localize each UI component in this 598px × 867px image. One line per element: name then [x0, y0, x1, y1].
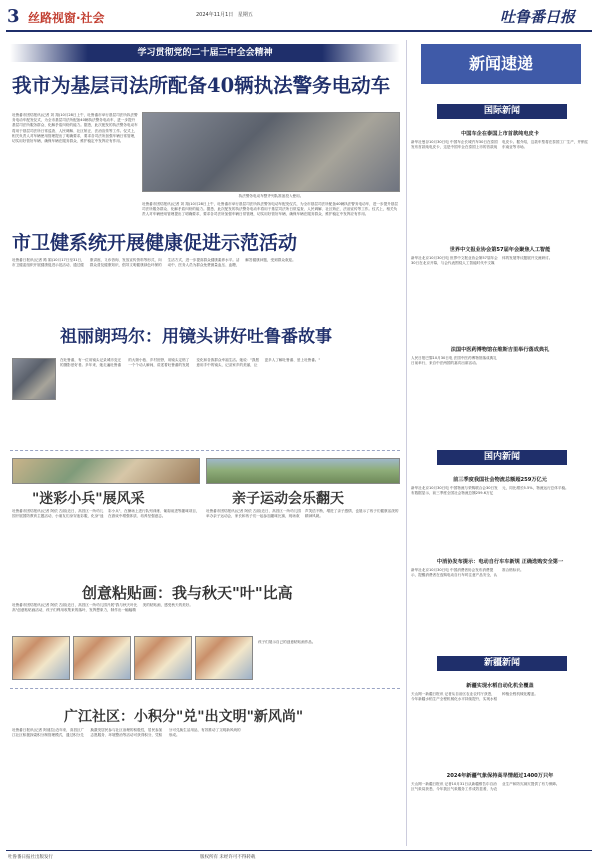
footer-rule	[6, 850, 592, 851]
masthead	[0, 0, 598, 34]
body-a1: 吐鲁番市团结报讯(记者 刘 翔)10月28日上午，吐鲁番市举行基层司法所执法警务电动车配发仪式，为全市基层司法所配备40辆执法警务电动车，进一步提升基层司法所服务群众、化解矛盾纠纷的能力。据悉，此次配发的执法警务电动车将用于基层司法所日常巡查、人民调解、社区矫正、法治宣传等工作。仪式上，相关负责人对车辆使用管理提出了明确要求，要求各司法所加强车辆日常管理，切实用好管好车辆，确保车辆在服务群众、维护稳定中发挥应有作用。	[12, 113, 138, 144]
headline-a2: 市卫健系统开展健康促进示范活动	[12, 232, 298, 254]
body-a5: 吐鲁番市团结报讯(记者 阿依 古丽)近日，高昌区一所幼儿园举办亲子运动会，家长和孩子们一起参加趣味比赛，现场欢声笑语不断，增进了亲子感情，也展示了孩子们健康活泼的精神风貌。	[206, 509, 399, 519]
body-a2: 吐鲁番日报讯(记者 路 娟)10月17日至31日，市卫健委组织开展健康促进示范活动，通过健康讲座、义诊咨询、发放宣传资料等形式，向群众普及健康知识，倡导文明健康绿色环保的生活方式，进一步提高群众健康素养水平。活动中，医务人员为群众免费测量血压、血糖，解答健康问题，受到群众欢迎。	[12, 258, 296, 268]
headline-a4: "迷彩小兵"展风采	[32, 491, 145, 507]
headline-a7: 广江社区：小积分"兑"出文明"新风尚"	[64, 709, 304, 725]
masthead-rule	[6, 30, 592, 32]
news-express-panel	[406, 40, 592, 846]
xj-item-2-title: 2024年新疆气象保持高旱情超过1400万只年	[446, 773, 554, 779]
section-xinjiang: 新疆新闻	[437, 656, 567, 671]
xj-item-1-body: 天山网一新疆日报讯 记者从自治区农业农村厅获悉，今年新疆水稻生产全程机械化水平持续提升，实现水稻种植全程机械化覆盖。	[411, 692, 538, 702]
intl-item-2-body: 新华社北京10月30日电 世界中文报业协会第57届年会30日在北京开幕，与会代表围绕人工智能时代中文媒体的发展等议题展开交流研讨。	[411, 256, 553, 266]
footer-left: 吐鲁番日报社出版发行	[8, 855, 53, 860]
paper-name-logo: 吐鲁番日报	[500, 8, 576, 26]
weekday: 星期五	[237, 12, 253, 18]
dom-item-1-body: 新华社北京10月30日电 中国物流与采购联合会30日发布数据显示，前三季度全国社会物流总额259.6万亿元，同比增长5.5%，物流运行总体平稳。	[411, 486, 569, 496]
dom-item-1-title: 前三季度我国社会物流总额超259万亿元	[453, 477, 547, 483]
headline-a3: 祖丽朗玛尔：用镜头讲好吐鲁番故事	[60, 327, 332, 347]
dom-item-2-title: 中消协发布提示：电动自行车车新规 正确选购安全第一	[436, 559, 564, 565]
photo-a1	[142, 112, 400, 192]
section-international: 国际新闻	[437, 104, 567, 119]
photo-a5	[206, 458, 400, 484]
body-a7: 吐鲁番日报讯(记者 阿迪拉)近年来，高昌区广江社区积极探索积分制管理模式，通过积分兑换激发居民参与社区治理的积极性，居民参加志愿服务、环境整治等活动可获得积分，凭积分可兑换生活用品，有效推动了文明新风尚的形成。	[12, 728, 241, 738]
section-domestic: 国内新闻	[437, 450, 567, 465]
photo-a4	[12, 458, 200, 484]
caption-a6: 孩子们展示自己的创意粘贴画作品。	[258, 640, 316, 644]
intl-item-1-body: 新华社曼谷10月30日电 中国车企长城汽车30日在泰国发布首款纯电皮卡，这是中国车企在泰国上市的首款纯电皮卡。据介绍，这款车型将在泰国工厂生产，并销往东南亚等市场。	[411, 140, 589, 150]
caption-a1: 执法警务电动车整齐列队准备投入使用。	[238, 194, 304, 198]
headline-a5: 亲子运动会乐翻天	[232, 491, 344, 507]
xj-item-2-body: 天山网一新疆日报讯 记者10月31日从新疆维吾尔自治区气象局获悉，今年我区气象服务工作成效显著，为农业生产和防灾减灾提供了有力保障。	[411, 782, 560, 792]
date: 2024年11月1日	[196, 12, 234, 18]
photo-a6-3	[134, 636, 192, 680]
issue-date	[196, 11, 253, 18]
divider-2	[10, 688, 400, 689]
headline-a6: 创意粘贴画：我与秋天"叶"比高	[82, 584, 293, 602]
section-title: 丝路视窗·社会	[28, 11, 105, 25]
xj-item-1-title: 新疆实现水稻自动化机全覆盖	[466, 683, 534, 689]
body-a6: 吐鲁番市团结报讯(记者 阿依 古丽)近日，高昌区一所幼儿园开展"我与秋天叶比高"创意粘贴画活动，孩子们利用收集来的落叶，发挥想象力，制作出一幅幅精美的粘贴画，感受秋天的美好。	[12, 603, 193, 613]
photo-a3	[12, 358, 56, 400]
intl-item-1-title: 中国车企在泰国上市首款纯电皮卡	[461, 131, 539, 137]
photo-a6-1	[12, 636, 70, 680]
body-a3: 在吐鲁番，有一位用镜头记录城市变迁的摄影爱好者。多年来，她走遍吐鲁番的大街小巷、乡村田野，用镜头定格了一个个动人瞬间，讲述着吐鲁番的发展变化和各族群众幸福生活。她说："我愿意用手中的镜头，记录家乡的美丽，让更多人了解吐鲁番、爱上吐鲁番。"	[60, 358, 321, 368]
dom-item-2-body: 新华社北京10月30日电 中国消费者协会发布消费提示，提醒消费者在选购电动自行车时注意产品安全，认准合格标识。	[411, 568, 524, 578]
intl-item-3-title: 法国中医药博物馆在维斯吉里举行落成典礼	[450, 347, 550, 353]
news-express-title: 新闻速递	[421, 44, 581, 84]
headline-a1: 我市为基层司法所配备40辆执法警务电动车	[12, 74, 391, 97]
body-a1-cont: 吐鲁番市团结报讯(记者 刘 翔)10月28日上午，吐鲁番市举行基层司法所执法警务电动车配发仪式，为全市基层司法所配备40辆执法警务电动车，进一步提升基层司法所服务群众、化解矛盾纠纷的能力。据悉，此次配发的执法警务电动车将用于基层司法所日常巡查、人民调解、社区矫正、法治宣传等工作。仪式上，相关负责人对车辆使用管理提出了明确要求，要求各司法所加强车辆日常管理，切实用好管好车辆，确保车辆在服务群众、维护稳定中发挥应有作用。	[142, 202, 398, 217]
footer-right: 版权所有 未经许可不得转载	[200, 855, 256, 860]
photo-a6-2	[73, 636, 131, 680]
intl-item-3-body: 人民日报巴黎10月30日电 法国中医药博物馆落成典礼日前举行，来自中法两国的嘉宾出席活动。	[411, 356, 497, 366]
body-a4: 吐鲁番市团结报讯(记者 阿依 古丽)近日，高昌区一所幼儿园开展国防教育主题活动，小朋友们身穿迷彩服，化身"迷彩小兵"，在操场上进行队列训练、匍匐前进等趣味项目，在游戏中增强体质、培养坚强意志。	[12, 509, 200, 519]
banner: 学习贯彻党的二十届三中全会精神	[10, 44, 400, 62]
photo-a6-4	[195, 636, 253, 680]
intl-item-2-title: 世界中文报业协会第57届年会聚焦人工智能	[449, 247, 551, 253]
divider-1	[10, 450, 400, 451]
page-number: 3	[7, 6, 20, 27]
